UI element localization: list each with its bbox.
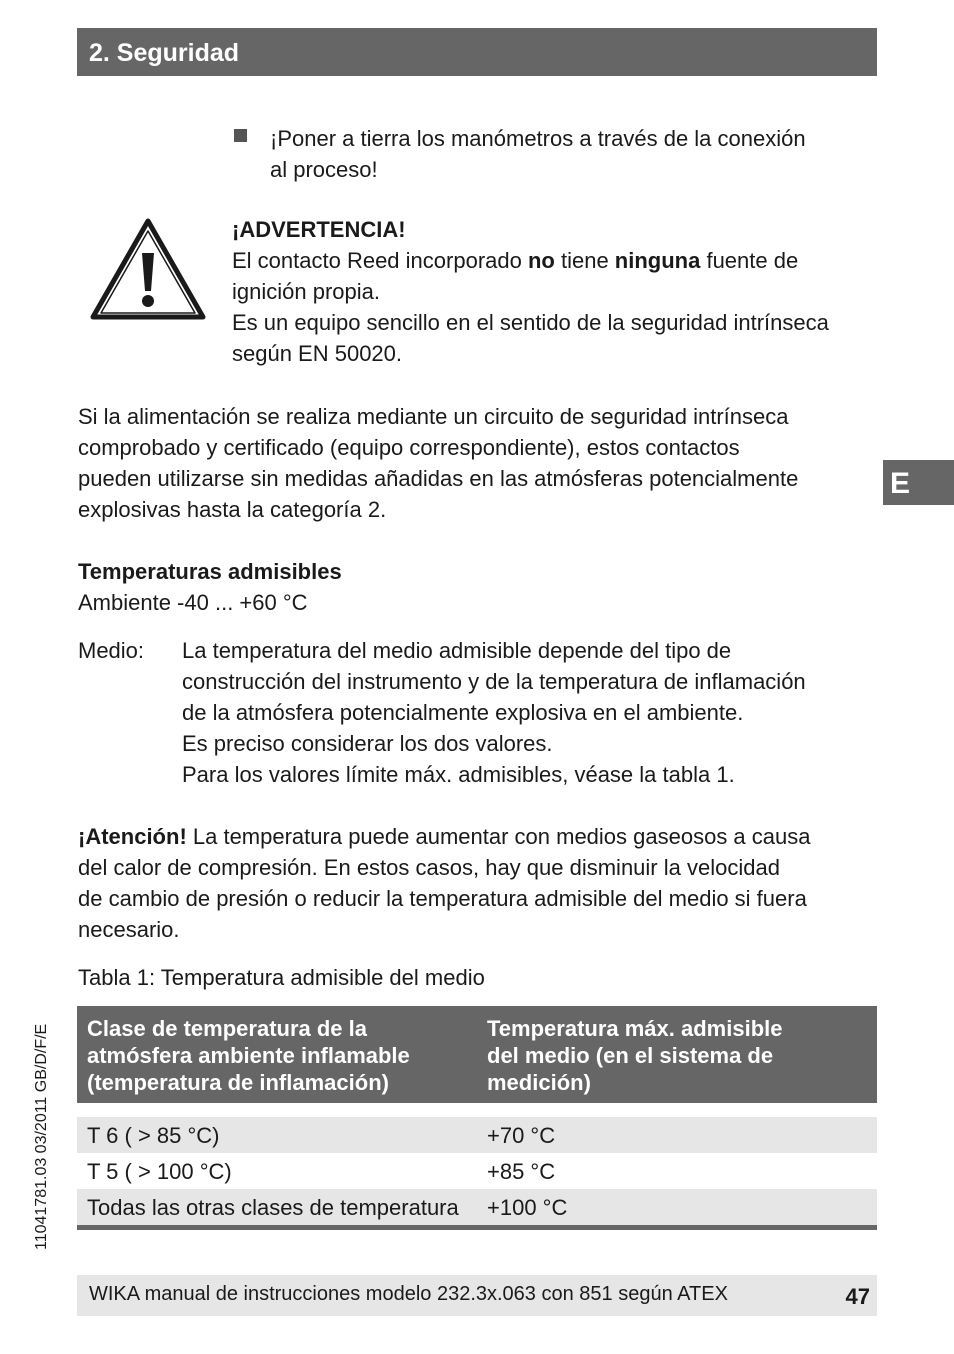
table-header-cell: Clase de temperatura de la atmósfera ambiente inflamable (temperatura de inflamación) bbox=[87, 1016, 410, 1095]
page-footer bbox=[77, 1275, 877, 1316]
medio-label: Medio: bbox=[78, 638, 145, 663]
attention-text: necesario. bbox=[78, 917, 180, 942]
document-code: 11041781.03 03/2011 GB/D/F/E bbox=[33, 1023, 50, 1250]
table-caption: Tabla 1: Temperatura admisible del medio bbox=[78, 965, 485, 990]
bullet-text bbox=[270, 123, 806, 185]
attention-text: de cambio de presión o reducir la temperatura admisible del medio si fuera bbox=[78, 886, 807, 911]
bullet-square-icon bbox=[234, 129, 247, 142]
attention-label: ¡Atención! bbox=[78, 824, 187, 849]
attention-text: La temperatura puede aumentar con medios gaseosos a causa bbox=[186, 824, 811, 849]
table-row bbox=[77, 1153, 877, 1189]
table-cell: T 6 ( > 85 °C) bbox=[87, 1123, 220, 1148]
bullet-line-2: al proceso! bbox=[270, 157, 378, 182]
table-header bbox=[77, 1006, 877, 1103]
warning-emphasis-no: no bbox=[527, 248, 555, 273]
warning-text: según EN 50020. bbox=[232, 341, 403, 366]
warning-emphasis-ninguna: ninguna bbox=[614, 248, 701, 273]
table-row bbox=[77, 1189, 877, 1225]
intro-line: comprobado y certificado (equipo correspondiente), estos contactos bbox=[78, 435, 740, 460]
table-row bbox=[77, 1117, 877, 1153]
intro-line: Si la alimentación se realiza mediante un circuito de seguridad intrínseca bbox=[78, 404, 789, 429]
warning-text: tiene bbox=[554, 248, 615, 273]
table-bottom-rule bbox=[77, 1225, 877, 1230]
table-cell: Todas las otras clases de temperatura bbox=[87, 1195, 459, 1220]
language-tab bbox=[883, 460, 954, 505]
warning-text: fuente de bbox=[700, 248, 799, 273]
section-header bbox=[77, 28, 877, 76]
table-header-cell: Temperatura máx. admisible del medio (en el sistema de medición) bbox=[487, 1016, 783, 1095]
warning-text: Es un equipo sencillo en el sentido de la seguridad intrínseca bbox=[232, 310, 829, 335]
table-cell: T 5 ( > 100 °C) bbox=[87, 1159, 232, 1184]
footer-text: WIKA manual de instrucciones modelo 232.3x.063 con 851 según ATEX bbox=[89, 1283, 728, 1305]
ambient-temperature: Ambiente -40 ... +60 °C bbox=[78, 590, 308, 615]
warning-triangle-icon bbox=[89, 217, 207, 321]
table-cell: +70 °C bbox=[487, 1123, 556, 1148]
intro-paragraph bbox=[78, 401, 798, 525]
medio-description: La temperatura del medio admisible depende del tipo de construcción del instrumento y de la temperatura de inflamación de la atmósfera potencialmente explosiva en el ambiente. Es preciso considerar los dos valores. Para los valores límite máx. admisibles, véase la tabla 1. bbox=[182, 638, 806, 787]
section-title: 2. Seguridad bbox=[89, 39, 240, 67]
bullet-line-1: ¡Poner a tierra los manómetros a través de la conexión bbox=[270, 126, 806, 151]
intro-line: pueden utilizarse sin medidas añadidas en las atmósferas potencialmente bbox=[78, 466, 799, 491]
temperatures-heading: Temperaturas admisibles bbox=[78, 559, 342, 584]
attention-text: del calor de compresión. En estos casos, hay que disminuir la velocidad bbox=[78, 855, 780, 880]
attention-paragraph bbox=[78, 821, 811, 945]
intro-line: explosivas hasta la categoría 2. bbox=[78, 497, 387, 522]
warning-heading: ¡ADVERTENCIA! bbox=[232, 217, 406, 242]
warning-block bbox=[232, 214, 829, 369]
page-number: 47 bbox=[845, 1284, 870, 1309]
warning-text: El contacto Reed incorporado bbox=[232, 248, 528, 273]
language-tab-label: E bbox=[890, 467, 911, 500]
warning-text: ignición propia. bbox=[232, 279, 380, 304]
temperatures-block bbox=[78, 556, 342, 618]
table-cell: +100 °C bbox=[487, 1195, 568, 1220]
table-cell: +85 °C bbox=[487, 1159, 556, 1184]
